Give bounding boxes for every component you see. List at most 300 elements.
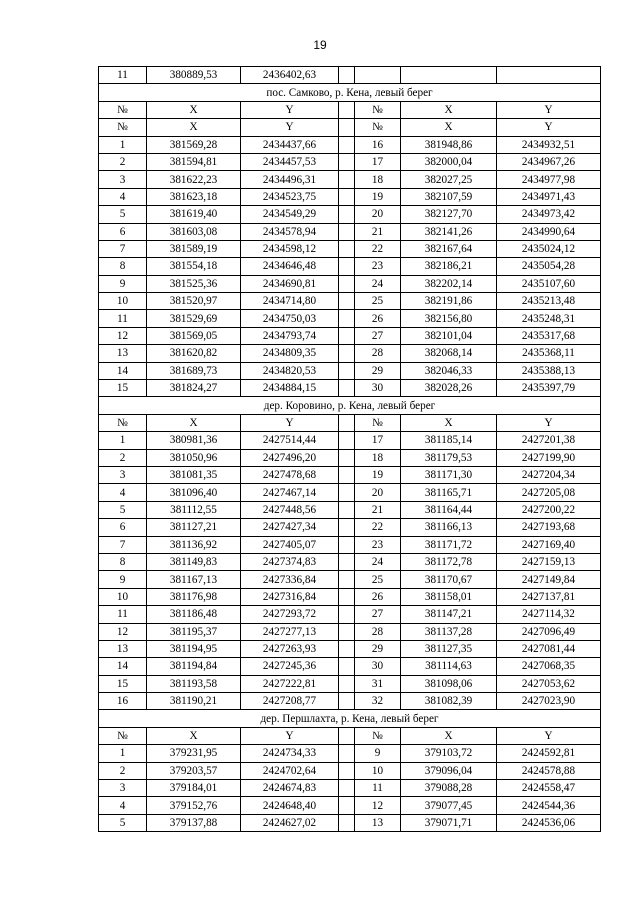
y-coordinate: 2427137,81 — [497, 588, 601, 605]
column-gap — [339, 762, 355, 779]
x-coordinate: 381569,05 — [147, 327, 241, 344]
table-row — [99, 206, 601, 223]
table-row — [99, 814, 601, 831]
y-coordinate: 2427467,14 — [241, 484, 339, 501]
y-coordinate: 2435024,12 — [497, 240, 601, 257]
x-coordinate: 382068,14 — [401, 345, 497, 362]
table-row — [99, 171, 601, 188]
column-gap — [339, 519, 355, 536]
point-number: 30 — [355, 658, 401, 675]
y-coordinate: 2427149,84 — [497, 571, 601, 588]
point-number: 16 — [99, 693, 147, 710]
y-coordinate: 2427293,72 — [241, 606, 339, 623]
y-coordinate: 2434809,35 — [241, 345, 339, 362]
x-coordinate: 381824,27 — [147, 380, 241, 397]
point-number: 21 — [355, 501, 401, 518]
y-coordinate: 2427222,81 — [241, 675, 339, 692]
point-number: 23 — [355, 258, 401, 275]
y-coordinate: 2427053,62 — [497, 675, 601, 692]
x-coordinate: 381525,36 — [147, 275, 241, 292]
point-number: 19 — [355, 466, 401, 483]
y-coordinate: 2424544,36 — [497, 797, 601, 814]
x-coordinate: 381164,44 — [401, 501, 497, 518]
table-row — [99, 240, 601, 257]
y-coordinate — [497, 67, 601, 84]
x-coordinate: 381689,73 — [147, 362, 241, 379]
column-gap — [339, 797, 355, 814]
y-coordinate: 2427081,44 — [497, 640, 601, 657]
x-coordinate: 379203,57 — [147, 762, 241, 779]
point-number: 30 — [355, 380, 401, 397]
table-row — [99, 536, 601, 553]
point-number: 11 — [99, 606, 147, 623]
x-coordinate: 381194,84 — [147, 658, 241, 675]
point-number: 11 — [99, 67, 147, 84]
x-coordinate: 381096,40 — [147, 484, 241, 501]
x-coordinate: 382127,70 — [401, 206, 497, 223]
point-number: 4 — [99, 484, 147, 501]
x-coordinate: 379231,95 — [147, 745, 241, 762]
y-coordinate: 2427200,22 — [497, 501, 601, 518]
y-coordinate: 2427514,44 — [241, 432, 339, 449]
column-gap — [339, 258, 355, 275]
table-row — [99, 484, 601, 501]
table-row — [99, 553, 601, 570]
point-number: 15 — [99, 380, 147, 397]
table-row — [99, 327, 601, 344]
table-row — [99, 466, 601, 483]
column-gap — [339, 223, 355, 240]
section-title-row — [99, 710, 601, 727]
x-coordinate: 381158,01 — [401, 588, 497, 605]
x-coordinate: 382000,04 — [401, 153, 497, 170]
x-coordinate: 381112,55 — [147, 501, 241, 518]
x-coordinate: 382186,21 — [401, 258, 497, 275]
x-coordinate: 381194,95 — [147, 640, 241, 657]
header-y: Y — [241, 119, 339, 136]
point-number: 6 — [99, 223, 147, 240]
table-row — [99, 501, 601, 518]
x-coordinate: 382046,33 — [401, 362, 497, 379]
point-number: 22 — [355, 240, 401, 257]
table-row — [99, 606, 601, 623]
column-gap — [339, 275, 355, 292]
point-number: 8 — [99, 553, 147, 570]
point-number: 1 — [99, 745, 147, 762]
point-number: 27 — [355, 327, 401, 344]
y-coordinate: 2427114,32 — [497, 606, 601, 623]
column-gap — [339, 188, 355, 205]
x-coordinate: 381620,82 — [147, 345, 241, 362]
point-number — [355, 67, 401, 84]
y-coordinate: 2434457,53 — [241, 153, 339, 170]
x-coordinate: 381082,39 — [401, 693, 497, 710]
point-number: 25 — [355, 571, 401, 588]
x-coordinate: 382167,64 — [401, 240, 497, 257]
point-number: 6 — [99, 519, 147, 536]
header-num: № — [355, 119, 401, 136]
point-number: 24 — [355, 553, 401, 570]
x-coordinate: 381172,78 — [401, 553, 497, 570]
table-row — [99, 432, 601, 449]
x-coordinate: 381165,71 — [401, 484, 497, 501]
point-number: 11 — [355, 780, 401, 797]
table-row — [99, 362, 601, 379]
header-row — [99, 101, 601, 118]
point-number: 12 — [355, 797, 401, 814]
header-y: Y — [497, 727, 601, 744]
point-number: 8 — [99, 258, 147, 275]
y-coordinate: 2434523,75 — [241, 188, 339, 205]
x-coordinate: 382202,14 — [401, 275, 497, 292]
x-coordinate: 381594,81 — [147, 153, 241, 170]
table-row — [99, 310, 601, 327]
header-num: № — [355, 414, 401, 431]
y-coordinate: 2427478,68 — [241, 466, 339, 483]
y-coordinate: 2434690,81 — [241, 275, 339, 292]
point-number: 1 — [99, 432, 147, 449]
header-x: X — [147, 727, 241, 744]
column-gap — [339, 432, 355, 449]
point-number: 22 — [355, 519, 401, 536]
x-coordinate: 379096,04 — [401, 762, 497, 779]
y-coordinate: 2434990,64 — [497, 223, 601, 240]
point-number: 20 — [355, 206, 401, 223]
point-number: 27 — [355, 606, 401, 623]
header-x: X — [401, 414, 497, 431]
point-number: 7 — [99, 240, 147, 257]
point-number: 29 — [355, 362, 401, 379]
point-number: 17 — [355, 432, 401, 449]
point-number: 9 — [99, 571, 147, 588]
point-number: 3 — [99, 466, 147, 483]
y-coordinate: 2435107,60 — [497, 275, 601, 292]
column-gap — [339, 745, 355, 762]
x-coordinate: 381147,21 — [401, 606, 497, 623]
header-x: X — [147, 119, 241, 136]
x-coordinate: 381170,67 — [401, 571, 497, 588]
column-gap — [339, 640, 355, 657]
column-gap — [339, 171, 355, 188]
x-coordinate: 381185,14 — [401, 432, 497, 449]
point-number: 14 — [99, 658, 147, 675]
x-coordinate: 381195,37 — [147, 623, 241, 640]
y-coordinate: 2427096,49 — [497, 623, 601, 640]
point-number: 28 — [355, 345, 401, 362]
table-row — [99, 293, 601, 310]
point-number: 4 — [99, 797, 147, 814]
y-coordinate: 2427204,34 — [497, 466, 601, 483]
y-coordinate: 2424648,40 — [241, 797, 339, 814]
table-row — [99, 797, 601, 814]
column-gap — [339, 588, 355, 605]
y-coordinate: 2427316,84 — [241, 588, 339, 605]
x-coordinate: 381569,28 — [147, 136, 241, 153]
y-coordinate: 2435368,11 — [497, 345, 601, 362]
x-coordinate: 381622,23 — [147, 171, 241, 188]
column-gap — [339, 240, 355, 257]
point-number: 32 — [355, 693, 401, 710]
point-number: 25 — [355, 293, 401, 310]
y-coordinate: 2427208,77 — [241, 693, 339, 710]
point-number: 29 — [355, 640, 401, 657]
table-row — [99, 588, 601, 605]
header-y: Y — [241, 101, 339, 118]
column-gap — [339, 501, 355, 518]
point-number: 31 — [355, 675, 401, 692]
x-coordinate: 382156,80 — [401, 310, 497, 327]
y-coordinate: 2434578,94 — [241, 223, 339, 240]
header-x: X — [401, 119, 497, 136]
x-coordinate: 379103,72 — [401, 745, 497, 762]
table-row — [99, 658, 601, 675]
y-coordinate: 2424592,81 — [497, 745, 601, 762]
section-title: дер. Першлахта, р. Кена, левый берег — [99, 710, 601, 727]
column-gap — [339, 536, 355, 553]
header-x: X — [401, 727, 497, 744]
y-coordinate: 2434793,74 — [241, 327, 339, 344]
x-coordinate: 381127,35 — [401, 640, 497, 657]
x-coordinate: 381529,69 — [147, 310, 241, 327]
point-number: 19 — [355, 188, 401, 205]
column-gap — [339, 136, 355, 153]
point-number: 2 — [99, 449, 147, 466]
table-row — [99, 67, 601, 84]
x-coordinate: 381520,97 — [147, 293, 241, 310]
point-number: 10 — [355, 762, 401, 779]
column-gap — [339, 658, 355, 675]
table-row — [99, 675, 601, 692]
section-title-row — [99, 84, 601, 101]
header-row — [99, 414, 601, 431]
y-coordinate: 2424674,83 — [241, 780, 339, 797]
point-number: 21 — [355, 223, 401, 240]
y-coordinate: 2434967,26 — [497, 153, 601, 170]
y-coordinate: 2427263,93 — [241, 640, 339, 657]
table-row — [99, 380, 601, 397]
header-num: № — [99, 119, 147, 136]
column-gap — [339, 623, 355, 640]
point-number: 26 — [355, 310, 401, 327]
x-coordinate: 379152,76 — [147, 797, 241, 814]
point-number: 13 — [355, 814, 401, 831]
y-coordinate: 2434549,29 — [241, 206, 339, 223]
point-number: 23 — [355, 536, 401, 553]
y-coordinate: 2424578,88 — [497, 762, 601, 779]
column-gap — [339, 449, 355, 466]
column-gap — [339, 553, 355, 570]
point-number: 2 — [99, 153, 147, 170]
y-coordinate: 2427245,36 — [241, 658, 339, 675]
point-number: 3 — [99, 171, 147, 188]
y-coordinate: 2434932,51 — [497, 136, 601, 153]
x-coordinate: 382191,86 — [401, 293, 497, 310]
y-coordinate: 2436402,63 — [241, 67, 339, 84]
point-number: 9 — [99, 275, 147, 292]
point-number: 3 — [99, 780, 147, 797]
column-gap — [339, 414, 355, 431]
column-gap — [339, 380, 355, 397]
header-row — [99, 727, 601, 744]
table-row — [99, 571, 601, 588]
table-row — [99, 693, 601, 710]
column-gap — [339, 206, 355, 223]
header-num: № — [99, 101, 147, 118]
column-gap — [339, 293, 355, 310]
y-coordinate: 2435397,79 — [497, 380, 601, 397]
point-number: 20 — [355, 484, 401, 501]
x-coordinate: 382027,25 — [401, 171, 497, 188]
table-row — [99, 345, 601, 362]
y-coordinate: 2427496,20 — [241, 449, 339, 466]
x-coordinate: 381171,30 — [401, 466, 497, 483]
x-coordinate: 379088,28 — [401, 780, 497, 797]
x-coordinate: 382141,26 — [401, 223, 497, 240]
header-x: X — [401, 101, 497, 118]
point-number: 17 — [355, 153, 401, 170]
x-coordinate: 381554,18 — [147, 258, 241, 275]
x-coordinate: 381167,13 — [147, 571, 241, 588]
x-coordinate: 381114,63 — [401, 658, 497, 675]
point-number: 1 — [99, 136, 147, 153]
x-coordinate: 379071,71 — [401, 814, 497, 831]
y-coordinate: 2427427,34 — [241, 519, 339, 536]
point-number: 12 — [99, 327, 147, 344]
y-coordinate: 2424627,02 — [241, 814, 339, 831]
table-row — [99, 640, 601, 657]
table-row — [99, 745, 601, 762]
x-coordinate: 381623,18 — [147, 188, 241, 205]
header-num: № — [99, 414, 147, 431]
point-number: 9 — [355, 745, 401, 762]
point-number: 18 — [355, 449, 401, 466]
y-coordinate: 2435317,68 — [497, 327, 601, 344]
column-gap — [339, 484, 355, 501]
column-gap — [339, 345, 355, 362]
header-num: № — [355, 727, 401, 744]
point-number: 5 — [99, 501, 147, 518]
y-coordinate: 2434496,31 — [241, 171, 339, 188]
table-row — [99, 762, 601, 779]
point-number: 13 — [99, 345, 147, 362]
column-gap — [339, 153, 355, 170]
section-title: пос. Самково, р. Кена, левый берег — [99, 84, 601, 101]
x-coordinate: 381050,96 — [147, 449, 241, 466]
section-title-row — [99, 397, 601, 414]
x-coordinate: 381098,06 — [401, 675, 497, 692]
y-coordinate: 2434971,43 — [497, 188, 601, 205]
y-coordinate: 2427448,56 — [241, 501, 339, 518]
x-coordinate: 379077,45 — [401, 797, 497, 814]
x-coordinate: 382107,59 — [401, 188, 497, 205]
y-coordinate: 2427205,08 — [497, 484, 601, 501]
x-coordinate: 381127,21 — [147, 519, 241, 536]
y-coordinate: 2434437,66 — [241, 136, 339, 153]
column-gap — [339, 675, 355, 692]
x-coordinate: 381190,21 — [147, 693, 241, 710]
y-coordinate: 2434598,12 — [241, 240, 339, 257]
y-coordinate: 2427068,35 — [497, 658, 601, 675]
table-row — [99, 519, 601, 536]
table-row — [99, 623, 601, 640]
table-row — [99, 258, 601, 275]
y-coordinate: 2435388,13 — [497, 362, 601, 379]
column-gap — [339, 466, 355, 483]
header-row — [99, 119, 601, 136]
y-coordinate: 2435213,48 — [497, 293, 601, 310]
header-y: Y — [241, 727, 339, 744]
y-coordinate: 2424734,33 — [241, 745, 339, 762]
y-coordinate: 2434646,48 — [241, 258, 339, 275]
column-gap — [339, 67, 355, 84]
page-number: 19 — [313, 38, 327, 52]
x-coordinate: 381149,83 — [147, 553, 241, 570]
header-x: X — [147, 101, 241, 118]
column-gap — [339, 362, 355, 379]
column-gap — [339, 780, 355, 797]
y-coordinate: 2434714,80 — [241, 293, 339, 310]
table-row — [99, 136, 601, 153]
y-coordinate: 2427405,07 — [241, 536, 339, 553]
x-coordinate: 381176,98 — [147, 588, 241, 605]
point-number: 5 — [99, 814, 147, 831]
x-coordinate: 381179,53 — [401, 449, 497, 466]
point-number: 11 — [99, 310, 147, 327]
y-coordinate: 2427374,83 — [241, 553, 339, 570]
y-coordinate: 2435054,28 — [497, 258, 601, 275]
point-number: 2 — [99, 762, 147, 779]
x-coordinate: 381186,48 — [147, 606, 241, 623]
x-coordinate: 381137,28 — [401, 623, 497, 640]
point-number: 5 — [99, 206, 147, 223]
point-number: 13 — [99, 640, 147, 657]
point-number: 10 — [99, 293, 147, 310]
column-gap — [339, 310, 355, 327]
y-coordinate: 2427336,84 — [241, 571, 339, 588]
section-title: дер. Коровино, р. Кена, левый берег — [99, 397, 601, 414]
point-number: 26 — [355, 588, 401, 605]
x-coordinate: 381171,72 — [401, 536, 497, 553]
x-coordinate: 382028,26 — [401, 380, 497, 397]
header-y: Y — [497, 414, 601, 431]
column-gap — [339, 101, 355, 118]
header-num: № — [99, 727, 147, 744]
header-num: № — [355, 101, 401, 118]
point-number: 7 — [99, 536, 147, 553]
point-number: 14 — [99, 362, 147, 379]
y-coordinate: 2424558,47 — [497, 780, 601, 797]
x-coordinate: 379184,01 — [147, 780, 241, 797]
point-number: 24 — [355, 275, 401, 292]
y-coordinate: 2424702,64 — [241, 762, 339, 779]
column-gap — [339, 727, 355, 744]
y-coordinate: 2427201,38 — [497, 432, 601, 449]
point-number: 12 — [99, 623, 147, 640]
y-coordinate: 2427159,13 — [497, 553, 601, 570]
y-coordinate: 2435248,31 — [497, 310, 601, 327]
y-coordinate: 2427169,40 — [497, 536, 601, 553]
table-row — [99, 188, 601, 205]
x-coordinate: 381081,35 — [147, 466, 241, 483]
x-coordinate: 381948,86 — [401, 136, 497, 153]
point-number: 16 — [355, 136, 401, 153]
header-y: Y — [241, 414, 339, 431]
y-coordinate: 2434750,03 — [241, 310, 339, 327]
column-gap — [339, 606, 355, 623]
x-coordinate — [401, 67, 497, 84]
y-coordinate: 2434973,42 — [497, 206, 601, 223]
point-number: 18 — [355, 171, 401, 188]
